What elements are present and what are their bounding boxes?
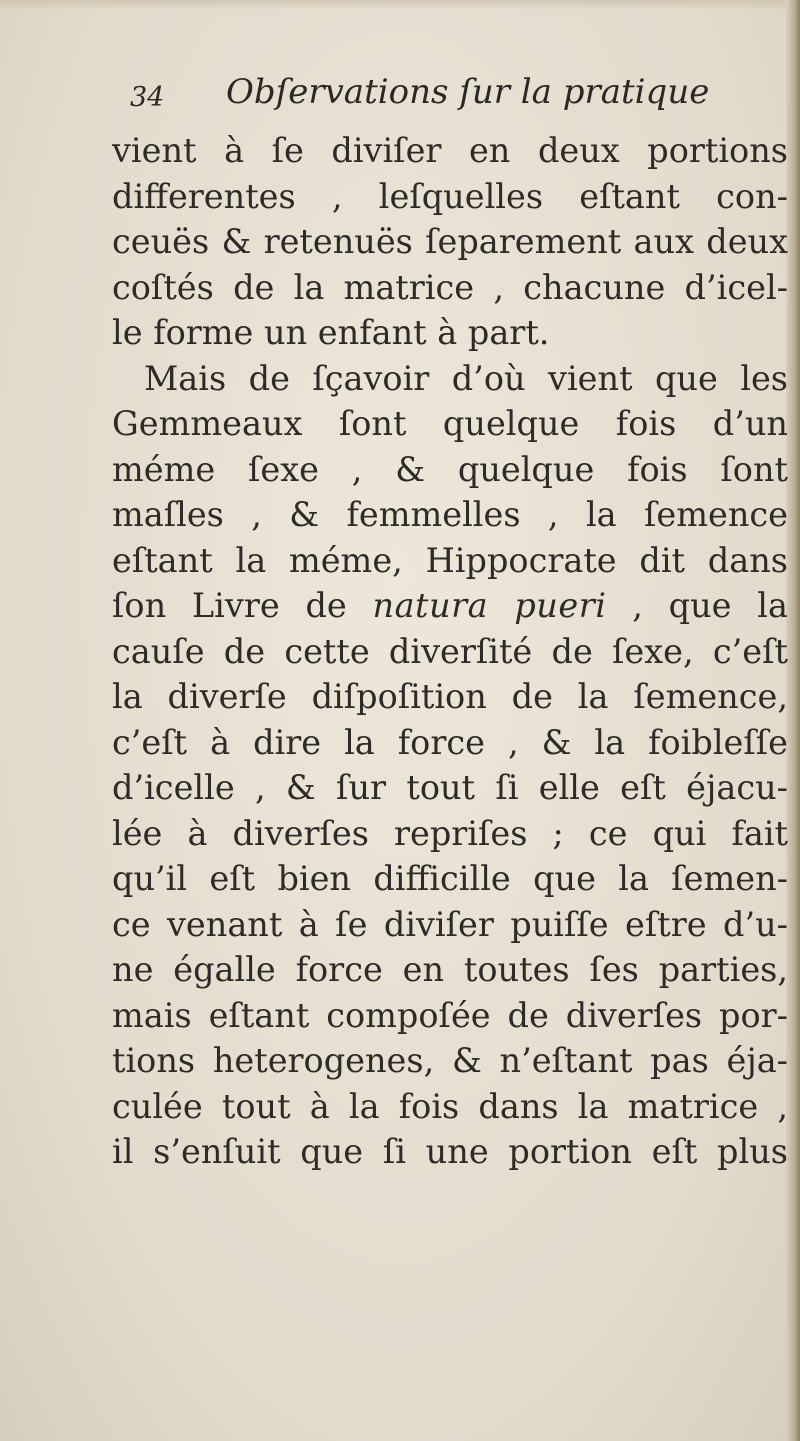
text-line-3: ceuës & retenuës ſeparement aux deux: [112, 222, 788, 261]
running-head: Obſervations ſur la pratique: [226, 72, 710, 112]
text-line-9: maſles , & femmelles , la ſemence: [112, 495, 788, 534]
text-line-7: Gemmeaux ſont quelque fois d’un: [112, 404, 788, 443]
text-line-20: mais eſtant compoſée de diverſes por-: [112, 995, 788, 1035]
text-line-10: eſtant la méme, Hippocrate dit dans: [112, 540, 788, 580]
text-line-8: méme ſexe , & quelque fois ſont: [112, 449, 788, 489]
text-line-23: il s’enſuit que ſi une portion eſt plus: [112, 1132, 788, 1171]
latin-title: natura pueri: [372, 586, 607, 625]
text-line-16: lée à diverſes repriſes ; ce qui fait: [112, 813, 788, 853]
text-line-5: le forme un enfant à part.: [112, 313, 550, 352]
page-number: 34: [130, 82, 165, 113]
text-line-1: vient à ſe diviſer en deux portions: [112, 131, 788, 170]
text-line-22: culée tout à la fois dans la matrice ,: [112, 1086, 788, 1126]
text-line-2: differentes , leſquelles eſtant con-: [112, 176, 788, 216]
page-header: [108, 68, 788, 128]
body-text: [112, 128, 788, 1175]
text-line-11: [112, 583, 788, 629]
text-line-4: coſtés de la matrice , chacune d’icel-: [112, 267, 788, 307]
text-line-21: tions heterogenes, & n’eſtant pas éja-: [112, 1041, 788, 1080]
text-line-6: Mais de ſçavoir d’où vient que les: [144, 358, 788, 398]
page-right-edge: [786, 0, 800, 1441]
text-line-18: ce venant à ſe diviſer puiſſe eſtre d’u-: [112, 904, 788, 944]
text-line-11-start: ſon Livre de: [112, 586, 373, 625]
text-line-17: qu’il eſt bien difficille que la ſemen-: [112, 859, 788, 898]
text-line-13: la diverſe diſpoſition de la ſemence,: [112, 677, 788, 716]
text-line-12: cauſe de cette diverſité de ſexe, c’eſt: [112, 631, 788, 671]
text-line-15: d’icelle , & ſur tout ſi elle eſt éjacu-: [112, 768, 788, 807]
page-top-edge: [0, 0, 800, 10]
text-line-11-end: , que la: [606, 586, 788, 625]
text-line-19: ne égalle force en toutes ſes parties,: [112, 950, 788, 989]
text-line-14: c’eſt à dire la force , & la foibleſſe: [112, 722, 788, 762]
